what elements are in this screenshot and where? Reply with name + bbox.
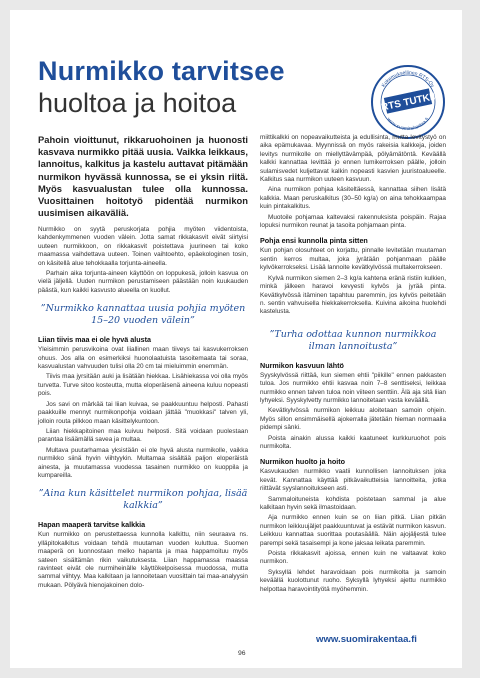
care-paragraph-4: Poista rikkakasvit ajoissa, ennen kuin ne valtaavat koko nurmikon. (260, 550, 446, 566)
growth-paragraph-1: Syyskylvössä riittää, kun siemen ehtii "piikille" ennen pakkasten tuloa. Jos nurmikko ehtii kasvaa noin 7–8 senttiseksi, leikkaa nurmikko ennen talven tuloa noin viiteen senttiin. Älä aja sitä liian lyhyeksi. Syyskylvetty nurmikko lannoitetaan vasta keväällä. (260, 371, 446, 404)
lime-continued-2: Aina nurmikon pohjaa käsiteltäessä, kannattaa siihen lisätä kalkkia. Maan peruskalkitus (30–50 kg/a) on aina tehokkaampaa kuin pintakalkitus. (260, 186, 446, 211)
page-number: 96 (238, 650, 246, 657)
lime-continued-3: Muotoile pohjamaa kaltevaksi rakennuksista poispäin. Rajaa lopuksi nurmikon reunat ja tasoita pohjamaan pinta. (260, 213, 446, 230)
base-paragraph-2: Kylvä nurmikon siemen 2–3 kg/a kahtena eränä ristiin kulkien, minkä jälkeen haravoi kevyesti kylvös ja jyrää pinta. Kevätkylvössä itäminen tapahtuu paremmin, jos kylvös peitetään n. sentin vahvuisella hiekkakerroksella. Kuivina aikoina huolehdi kastelusta. (260, 274, 446, 316)
intro-paragraph-2: Parhain aika torjunta-aineen käyttöön on loppukesä, jolloin kasvua on vielä jäljellä. Uuden nurmikon perustamiseen päästään noin kuukauden päästä, kun kaikki kasvusto alueella on kuollut. (38, 270, 248, 294)
care-paragraph-3: Aja nurmikko ennen kuin se on liian pitkä. Liian pitkän nurmikon leikkuujäljet paakkuuntuvat ja estävät nurmikon kasvun. Leikkuu kannattaa suorittaa poutasäällä. Näin ajojäljestä tulee parempi sekä tasaisempi ja kone jaksaa leikata paremmin. (260, 514, 446, 547)
growth-paragraph-3: Poista ainakin alussa kaikki kaatuneet kurkkuruohot pois nurmikolta. (260, 434, 446, 450)
badge-main-text: RTS TUTKII (380, 91, 437, 114)
care-paragraph-5: Syksyllä lehdet haravoidaan pois nurmikolta ja samoin keväällä kuolottunut ruoho. Syksyllä lyhyeksi ajettu nurmikko helpottaa haravointityötä myöhemmin. (260, 568, 446, 593)
badge-url-text: www.suomirakentaa.fi (385, 116, 431, 133)
section-heading-soil: Liian tiivis maa ei ole hyvä alusta (38, 335, 152, 345)
section-heading-base: Pohja ensi kunnolla pinta sitten (260, 236, 368, 246)
growth-paragraph-2: Kevätkylvössä nurmikon leikkuu aloitetaan samoin ohjein. Myös sillon ensimmäisellä ajokerralla jätetään hieman normaalia pidempi sänki. (260, 407, 446, 432)
intro-paragraph-1: Nurmikko on syytä peruskorjata pohjia myöten viidentoista, kahdenkymmenen vuoden välein. Jotta samat rikkakasvit eivät siirtyisi uuteen nurmikkoon, on rikkakasvit poistettava juurineen tai koko maamassa vaihdettava uuteen. Toinen vaihtoehto, epäekologinen tosin, on käsitellä alue tehokkaalla torjunta-aineella. (38, 226, 248, 267)
website-link[interactable]: www.suomirakentaa.fi (316, 634, 417, 645)
left-column (38, 226, 248, 592)
soil-paragraph-5: Multava puutarhamaa yksistään ei ole hyvä alusta nurmikolle, vaikka nurmikko siinä hyvin viihtyykin. Multamaa sisältää paljon eloperäistä ainesta, ja muutamassa vuodessa tasainen nurmikko on kuoppila ja kumpareilla. (38, 446, 248, 479)
lead-paragraph: Pahoin vioittunut, rikkaruohoinen ja huonosti kasvava nurmikko pitää uusia. Vaikka leikkaus, lannoitus, kalkitus ja kastelu auttavat pitämään nurmikon hyvässä kunnossa, se ei yksin riitä. Myös kasvualustan tulee olla kunnossa. Vuosittainen hoitotyö pidentää nurmikon uusimisen aikaväliä. (38, 134, 248, 219)
page-subtitle: huoltoa ja hoitoa (38, 88, 237, 118)
rts-badge-logo (370, 64, 446, 140)
base-paragraph-1: Kun pohjan olosuhteet on korjattu, pinnalle levitetään muutaman sentin kerros multaa, joka jyrätään pohjanmaan päälle kylvökerrokseksi. Lisää lannoite kevätkylvössä multakerrokseen. (260, 247, 446, 272)
section-heading-care: Nurmikon huolto ja hoito (260, 457, 346, 467)
lime-continued-1: miittikalkki on nopeavaikutteista ja edullisinta, mutta levitystyö on aika epämukavaa. Myynnissä on myös rakeisia kalkkeja, joiden levitys nurmikolle on miellyttävämpää, pölyämätöntä. Keväällä kalkki kannattaa levittää jo ennen lumikerroksen päälle, jolloin sulamisvedet kuljettavat kalkin nopeasti kasvien juuristoalueelle. Kalkitus saa nurmikon uuteen kasvuun. (260, 134, 446, 184)
section-heading-growth: Nurmikon kasvuun lähtö (260, 360, 344, 370)
pull-quote-3: ”Turha odottaa kunnon nurmikkoa ilman lannoitusta” (269, 328, 437, 352)
right-column (260, 134, 446, 596)
lime-paragraph-1: Kun nurmikko on perustettaessa kunnolla kalkittu, niin seuraava ns. ylläpitokalkitus voidaan tehdä muutaman vuoden kuluttua. Suomen maaperä on luonnostaan melko hapanta ja maa happamoituu myös sateen sisältämän rikin vaikutuksesta. Liian happamassa maassa ravinteet eivät ole nurmiheinälle käyttökelpoisessa muodossa, mutta sammal viihtyy. Maa kalkitaan ja lannoitetaan vuosittain tai maa-analyysin mukaan. Pölyävä hienojakoinen dolo- (38, 531, 248, 589)
badge-top-text: Kokemuksellinen RTS-Oy (380, 69, 436, 89)
pull-quote-2: ”Aina kun käsittelet nurmikon pohjaa, lisää kalkkia” (38, 488, 248, 512)
soil-paragraph-1: Yleisimmin perusvikoina ovat liiallinen maan tiiveys tai kasvukerroksen ohuus. Jos alla on esimerkiksi huonolaatuista tasoitemaata tai soraa, kasvualustan vahvuuden tulisi olla 20 cm tai mieluimmin enemmän. (38, 346, 248, 371)
section-heading-lime: Hapan maaperä tarvitse kalkkia (38, 520, 146, 530)
pull-quote-1: ”Nurmikko kannattaa uusia pohjia myöten 15–20 vuoden välein” (40, 303, 246, 327)
magazine-page (10, 10, 462, 668)
soil-paragraph-3: Jos savi on märkää tai liian kuivaa, se paakkuuntuu helposti. Pahasti paakkuille mennyt nurmikonpohja voidaan jättää "muokkasi" talven yli, jolloin routa pilkkoo maan käsittelykuntoon. (38, 400, 248, 425)
soil-paragraph-2: Tiivis maa jyrsitään auki ja lisätään hiekkaa. Lisähiekassa voi olla myös turvetta. Turve sitoo kosteutta, mutta eloperäisenä aineena kuluu nopeasti pois. (38, 373, 248, 398)
page-title: Nurmikko tarvitsee (38, 56, 285, 86)
care-paragraph-1: Kasvukauden nurmikko vaatii kunnollisen lannoituksen joka kevät. Kannattaa käyttää pitkävaikutteisia lannoitteita, jotka riittävät syyslannoitukseen asti. (260, 468, 446, 493)
care-paragraph-2: Sammaloituneista kohdista poistetaan sammal ja alue kalkitaan hyvin sekä ilmastoidaan. (260, 495, 446, 511)
soil-paragraph-4: Liian hiekkapitoinen maa kuivuu helposti. Sitä voidaan puolestaan parantaa lisäämällä savea ja multaa. (38, 427, 248, 444)
